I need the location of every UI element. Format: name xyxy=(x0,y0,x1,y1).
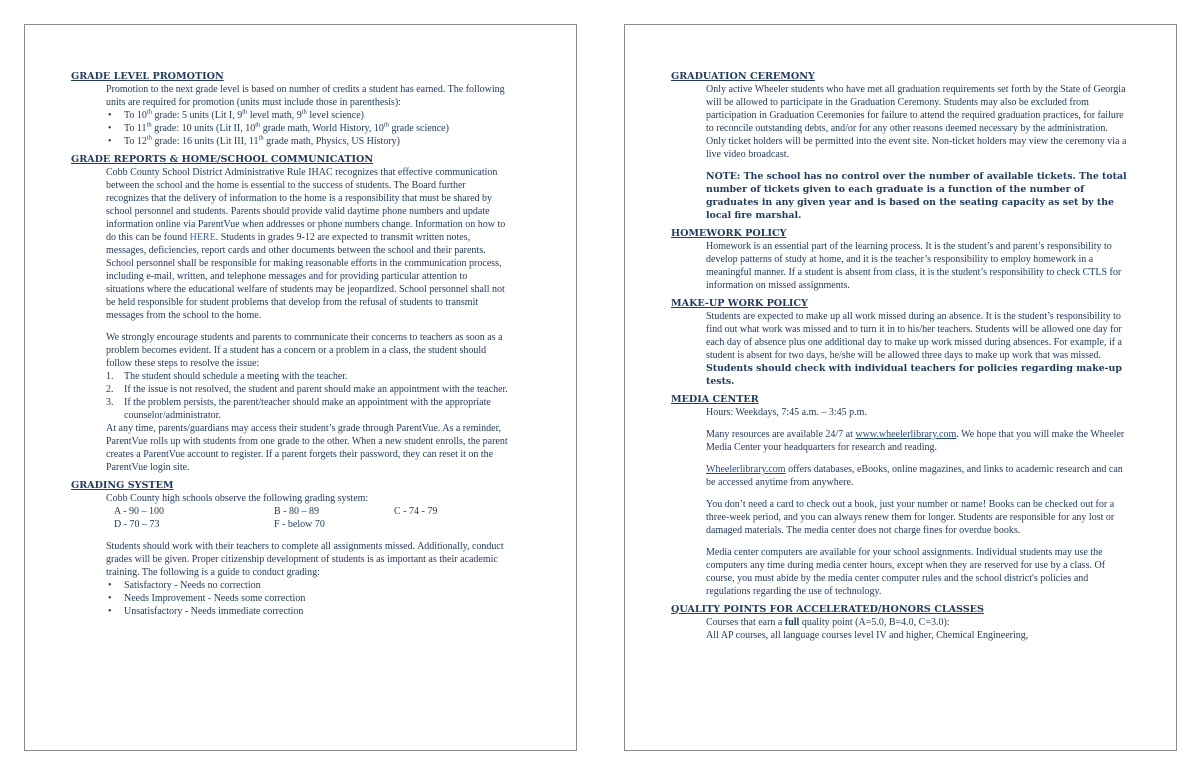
media-books-paragraph: You don’t need a card to check out a book, just your number or name! Books can be checked out for a three-week period, and you can always renew them for longer. Students are responsible for any lost or damaged materials. The media center does not charge fines for overdue books. xyxy=(706,499,1115,536)
resolution-steps-list xyxy=(106,370,508,422)
graduation-ceremony-heading: GRADUATION CEREMONY xyxy=(671,71,815,82)
wheelerlibrary-link-2[interactable]: Wheelerlibrary.com xyxy=(706,464,786,475)
media-resources-paragraph: Many resources are available 24/7 at www.wheelerlibrary.com. We hope that you will make the Wheeler Media Center your headquarters for research and reading. xyxy=(706,429,1125,453)
promotion-item-11th: • To 11th grade: 10 units (Lit II, 10th grade math, World History, 10th grade science) xyxy=(106,122,508,135)
media-center-heading: MEDIA CENTER xyxy=(671,394,759,405)
grading-system-body xyxy=(106,492,508,618)
homework-policy-body xyxy=(706,240,1130,292)
makeup-tests-note: Students should check with individual teachers for policies regarding make-up tests. xyxy=(706,363,1122,387)
quality-points-heading: QUALITY POINTS FOR ACCELERATED/HONORS CLASSES xyxy=(671,604,984,615)
homework-policy-heading: HOMEWORK POLICY xyxy=(671,228,787,239)
left-page-content xyxy=(71,70,508,618)
conduct-item: • Needs Improvement - Needs some correction xyxy=(106,592,508,605)
concerns-paragraph: We strongly encourage students and parents to communicate their concerns to teachers as soon as a problem becomes evident. If a student has a concern or a problem in a class, the student should follow these steps to resolve the issue: xyxy=(106,332,503,369)
wheelerlibrary-link[interactable]: www.wheelerlibrary.com xyxy=(855,429,957,440)
conduct-grades-list xyxy=(106,579,508,618)
parentvue-paragraph: At any time, parents/guardians may access their student’s grade through ParentVue. As a reminder, ParentVue rolls up with students from one grade to the other. When a new student enrolls, the parent creates a ParentVue account to register. If a parent forgets their password, they can reset it on the ParentVue login site. xyxy=(106,423,508,473)
grade-f: F - below 70 xyxy=(274,519,325,530)
makeup-work-heading: MAKE-UP WORK POLICY xyxy=(671,298,808,309)
grade-c: C - 74 - 79 xyxy=(394,506,438,517)
grade-b: B - 80 – 89 xyxy=(274,506,319,517)
homework-paragraph: Homework is an essential part of the learning process. It is the student’s and parent’s responsibility to develop patterns of study at home, and it is the teacher’s responsibility to employ homework in a meaningful manner. If a student is absent from class, it is the student’s responsibility to check CTLS for information on missed assignments. xyxy=(706,241,1122,291)
media-databases-paragraph: Wheelerlibrary.com offers databases, eBooks, online magazines, and links to academic research and can be accessed anytime from anywhere. xyxy=(706,464,1123,488)
promotion-intro: Promotion to the next grade level is based on number of credits a student has earned. The following units are required for promotion (units must include those in parenthesis): xyxy=(106,84,505,108)
quality-intro: Courses that earn a full quality point (A=5.0, B=4.0, C=3.0): xyxy=(706,617,950,628)
media-computers-paragraph: Media center computers are available for your school assignments. Individual students may use the computers any time during media center hours, except when they are reserved for use by a class. Of course, you must abide by the media center computer rules and the school district's policies and regulations regarding the use of technology. xyxy=(706,547,1106,597)
conduct-paragraph: Students should work with their teachers to complete all assignments missed. Additionally, conduct grades will be given. Proper citizenship development of students is as important as their academic training. The following is a guide to conduct grading: xyxy=(106,541,504,578)
quality-points-body xyxy=(706,616,1130,642)
here-link[interactable]: HERE xyxy=(189,232,216,243)
grade-level-promotion-body xyxy=(106,83,508,148)
right-page xyxy=(624,24,1177,751)
graduation-ceremony-body xyxy=(706,83,1130,222)
media-center-body xyxy=(706,406,1130,598)
promotion-item-10th: • To 10th grade: 5 units (Lit I, 9th level math, 9th level science) xyxy=(106,109,508,122)
grade-empty xyxy=(394,518,514,531)
communication-paragraph: Cobb County School District Administrative Rule IHAC recognizes that effective communication between the school and the home is essential to the success of students. The Board further recognizes that the delivery of information to the home is a responsibility that must be shared by school personnel and students. Parents should provide valid daytime phone numbers and update information online via ParentVue when addresses or phone numbers change. Information on how to do this can be found HERE. Students in grades 9-12 are expected to transmit written notes, messages, deficiencies, report cards and other documents between the school and their parents. School personnel shall be responsible for making reasonable efforts in the communication process, including e-mail, written, and telephone messages and for providing particular attention to situations where the educational welfare of students may be jeopardized. School personnel shall not be held responsible for student problems that develop from the refusal of students to transmit messages from the school to the home. xyxy=(106,167,506,321)
promotion-item-12th: • To 12th grade: 16 units (Lit III, 11th grade math, Physics, US History) xyxy=(106,135,508,148)
grade-scale xyxy=(106,505,508,531)
left-page xyxy=(24,24,577,751)
media-hours: Hours: Weekdays, 7:45 a.m. – 3:45 p.m. xyxy=(706,407,867,418)
grade-a: A - 90 – 100 xyxy=(114,506,164,517)
conduct-item: • Satisfactory - Needs no correction xyxy=(106,579,508,592)
promotion-requirements-list xyxy=(106,109,508,148)
graduation-paragraph: Only active Wheeler students who have met all graduation requirements set forth by the State of Georgia will be allowed to participate in the Graduation Ceremony. Students may also be excluded from participation in Graduation Ceremonies for failure to attend the required graduation practices, for failure to reconcile outstanding debts, and/or for any other reasons deemed necessary by the administration. Only ticket holders will be permitted into the event site. Non-ticket holders may view the ceremony via a live video broadcast. xyxy=(706,84,1127,160)
quality-courses: All AP courses, all language courses level IV and higher, Chemical Engineering, xyxy=(706,630,1029,641)
resolution-step: 1. The student should schedule a meeting with the teacher. xyxy=(106,371,348,382)
grade-d: D - 70 – 73 xyxy=(114,519,160,530)
grade-reports-heading: GRADE REPORTS & HOME/SCHOOL COMMUNICATION xyxy=(71,154,374,165)
conduct-item: • Unsatisfactory - Needs immediate correction xyxy=(106,605,508,618)
ticket-note: NOTE: The school has no control over the number of available tickets. The total number of tickets given to each graduate is a function of the number of graduates in any given year and is based on the seating capacity as set by the local fire marshal. xyxy=(706,171,1127,221)
right-page-content xyxy=(671,70,1130,642)
grading-system-heading: GRADING SYSTEM xyxy=(71,480,174,491)
grade-reports-body xyxy=(106,166,508,474)
resolution-step: 2. If the issue is not resolved, the student and parent should make an appointment with the teacher. xyxy=(106,384,508,395)
makeup-paragraph: Students are expected to make up all work missed during an absence. It is the student’s responsibility to find out what work was missed and to turn it in to his/her teachers. Students will be allowed one day for each day of absence plus one additional day to make up work missed during absences. For example, if a student is absent for two days, he/she will be allowed three days to make up work that was missed. Students should check with individual teachers for policies regarding make-up tests. xyxy=(706,311,1122,387)
makeup-work-body xyxy=(706,310,1130,388)
grading-intro: Cobb County high schools observe the following grading system: xyxy=(106,493,369,504)
grade-level-promotion-heading: GRADE LEVEL PROMOTION xyxy=(71,71,224,82)
resolution-step: 3. If the problem persists, the parent/teacher should make an appointment with the appropriate counselor/administrator. xyxy=(106,397,491,421)
